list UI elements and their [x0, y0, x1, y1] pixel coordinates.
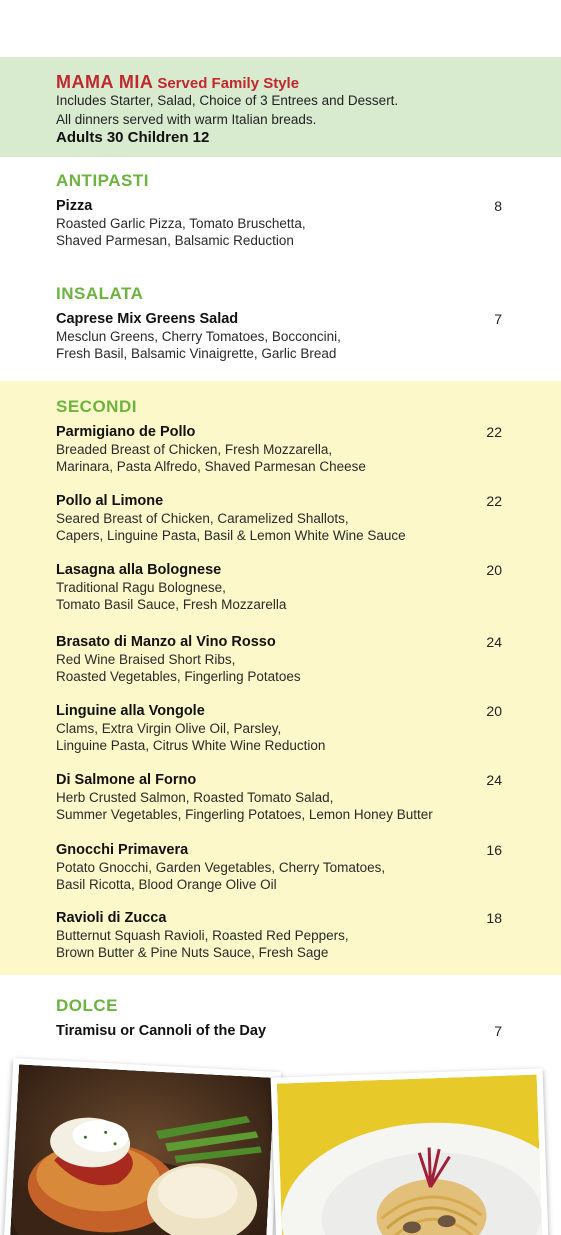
item-desc: Linguine Pasta, Citrus White Wine Reduction: [56, 738, 326, 753]
item-price: 22: [486, 493, 502, 509]
item-price: 7: [494, 1023, 502, 1039]
item-price: 20: [486, 703, 502, 719]
menu-item: [56, 909, 502, 961]
item-desc: Shaved Parmesan, Balsamic Reduction: [56, 233, 294, 248]
menu-item: [56, 423, 502, 475]
menu-item: [56, 702, 502, 754]
item-desc: Fresh Basil, Balsamic Vinaigrette, Garlic Bread: [56, 346, 337, 361]
item-desc: Summer Vegetables, Fingerling Potatoes, Lemon Honey Butter: [56, 807, 433, 822]
linguine-photo: [271, 1068, 550, 1235]
header-line-1: Includes Starter, Salad, Choice of 3 Entrees and Dessert.: [56, 93, 399, 108]
item-desc: Herb Crusted Salmon, Roasted Tomato Salad,: [56, 790, 334, 805]
item-desc: Butternut Squash Ravioli, Roasted Red Peppers,: [56, 928, 349, 943]
item-desc: Breaded Breast of Chicken, Fresh Mozzarella,: [56, 442, 333, 457]
item-price: 7: [494, 311, 502, 327]
item-price: 24: [486, 634, 502, 650]
chicken-parmigiana-photo: [3, 1058, 281, 1235]
section-title-secondi: SECONDI: [56, 397, 137, 416]
item-price: 24: [486, 772, 502, 788]
chicken-parmigiana-image: [9, 1064, 274, 1235]
item-desc: Potato Gnocchi, Garden Vegetables, Cherry Tomatoes,: [56, 860, 386, 875]
menu-item: [56, 492, 502, 544]
item-desc: Brown Butter & Pine Nuts Sauce, Fresh Sage: [56, 945, 329, 960]
item-name: Ravioli di Zucca: [56, 910, 167, 926]
item-name: Linguine alla Vongole: [56, 703, 205, 719]
item-desc: Seared Breast of Chicken, Caramelized Shallots,: [56, 511, 349, 526]
item-name: Caprese Mix Greens Salad: [56, 311, 239, 327]
item-price: 22: [486, 424, 502, 440]
item-desc: Traditional Ragu Bolognese,: [56, 580, 226, 595]
food-photos: [0, 1055, 561, 1235]
item-name: Gnocchi Primavera: [56, 842, 189, 858]
item-name: Parmigiano de Pollo: [56, 424, 196, 440]
item-desc: Red Wine Braised Short Ribs,: [56, 652, 236, 667]
item-desc: Roasted Garlic Pizza, Tomato Bruschetta,: [56, 216, 306, 231]
menu-item: [56, 633, 502, 685]
item-name: Tiramisu or Cannoli of the Day: [56, 1023, 267, 1039]
menu-item: [56, 561, 502, 613]
section-title-insalata: INSALATA: [56, 284, 144, 303]
item-desc: Mesclun Greens, Cherry Tomatoes, Bocconcini,: [56, 329, 341, 344]
menu-item: [56, 771, 502, 823]
item-price: 18: [486, 910, 502, 926]
item-desc: Clams, Extra Virgin Olive Oil, Parsley,: [56, 721, 282, 736]
menu-title: MAMA MIA Served Family Style: [56, 72, 300, 92]
item-name: Pizza: [56, 198, 93, 214]
menu-item: [56, 310, 502, 362]
item-desc: Tomato Basil Sauce, Fresh Mozzarella: [56, 597, 287, 612]
header-prices: Adults 30 Children 12: [56, 129, 210, 146]
menu-item: [56, 197, 502, 249]
item-price: 20: [486, 562, 502, 578]
item-name: Brasato di Manzo al Vino Rosso: [56, 634, 276, 650]
menu-subtitle: Served Family Style: [157, 75, 300, 92]
linguine-image: [277, 1075, 543, 1235]
item-desc: Basil Ricotta, Blood Orange Olive Oil: [56, 877, 277, 892]
item-name: Di Salmone al Forno: [56, 772, 197, 788]
item-desc: Capers, Linguine Pasta, Basil & Lemon White Wine Sauce: [56, 528, 406, 543]
item-price: 16: [486, 842, 502, 858]
menu-item: [56, 841, 502, 893]
menu-item: [56, 1022, 502, 1040]
section-title-dolce: DOLCE: [56, 996, 118, 1015]
item-name: Lasagna alla Bolognese: [56, 562, 222, 578]
item-desc: Roasted Vegetables, Fingerling Potatoes: [56, 669, 301, 684]
item-desc: Marinara, Pasta Alfredo, Shaved Parmesan Cheese: [56, 459, 366, 474]
item-price: 8: [494, 198, 502, 214]
section-title-antipasti: ANTIPASTI: [56, 171, 149, 190]
item-name: Pollo al Limone: [56, 493, 164, 509]
header-line-2: All dinners served with warm Italian breads.: [56, 112, 317, 127]
